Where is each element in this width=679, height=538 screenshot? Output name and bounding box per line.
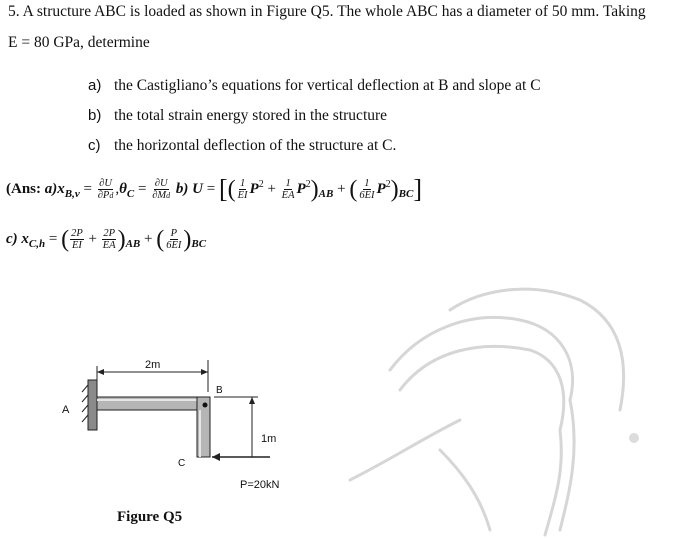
answer-sq-3: 2	[385, 178, 391, 190]
label-c: C	[178, 458, 186, 469]
question-line-1: 5. A structure ABC is loaded as shown in Figure Q5. The whole ABC has a diameter of 50 mm. Taking	[8, 3, 646, 20]
paren-close-4: )	[183, 226, 192, 253]
wall-support	[88, 380, 97, 430]
dim-arrow-right	[201, 369, 208, 375]
answer-plus-3: +	[84, 230, 101, 247]
answer-sub-AB-2: AB	[125, 237, 141, 250]
answer-eq-4: =	[45, 230, 62, 247]
answer-c-sub: C	[126, 187, 135, 200]
answer-c-label: c)	[6, 230, 22, 247]
answer-theta: θ	[119, 180, 127, 197]
answer-sub-BC-2: BC	[191, 237, 207, 250]
sketch-stroke-3	[350, 420, 460, 480]
label-a: A	[62, 404, 70, 416]
answer-prefix: (Ans:	[6, 180, 45, 197]
member-ab	[97, 397, 209, 410]
answer-P-3: P	[376, 180, 386, 197]
frac-P-6EI: $\frac{P}{6EI}$	[166, 228, 182, 251]
wall-hatch-4	[82, 415, 88, 422]
part-c-text: the horizontal deflection of the structure at C.	[114, 137, 397, 154]
frac-2P-EI: $\frac{2P}{EI}$	[71, 228, 83, 251]
dim-right-label: 1m	[261, 433, 277, 445]
answer-x-2: x	[21, 230, 29, 247]
paren-open-1: (	[227, 176, 236, 203]
paren-open-3: (	[61, 226, 70, 253]
part-b-text: the total strain energy stored in the structure	[114, 107, 388, 124]
answer-bv-sub: B,v	[64, 187, 80, 200]
wall-hatch-3	[82, 405, 88, 412]
answer-eq: =	[79, 180, 96, 197]
answer-a-label: a)	[44, 180, 58, 197]
frac-2P-EA: $\frac{2P}{EA}$	[102, 228, 116, 251]
wall-hatch-1	[82, 385, 88, 392]
sketch-stroke-7	[450, 289, 624, 410]
answer-sub-AB-1: AB	[318, 187, 334, 200]
dim-top-label: 2m	[145, 359, 161, 371]
part-a-text: the Castigliano’s equations for vertical deflection at B and slope at C	[114, 77, 541, 94]
load-label: P=20kN	[240, 479, 280, 491]
sketch-stroke-6	[440, 450, 490, 530]
sketch-dot	[629, 433, 639, 443]
part-b-label: b)	[88, 107, 102, 124]
paren-open-2: (	[349, 176, 358, 203]
answer-P-1: P	[249, 180, 259, 197]
answer-ch-sub: C,h	[28, 237, 46, 250]
answer-plus-2: +	[333, 180, 350, 197]
sketch-stroke-2	[400, 346, 564, 430]
part-a-label: a)	[88, 77, 102, 94]
figure-caption: Figure Q5	[117, 509, 183, 525]
answer-P-2: P	[296, 180, 306, 197]
wall-hatch-2	[82, 395, 88, 402]
answer-U: U	[192, 180, 203, 197]
label-b: B	[216, 385, 223, 396]
bracket-open: [	[218, 174, 228, 204]
paren-close-2: )	[390, 176, 399, 203]
bracket-close: ]	[413, 174, 423, 204]
load-arrow-head	[212, 453, 220, 461]
sketch-stroke-5	[545, 430, 561, 535]
dim-arrow-up	[249, 397, 255, 404]
answer-eq-2: =	[134, 180, 151, 197]
answer-sub-BC-1: BC	[398, 187, 414, 200]
frac-1-EA: $\frac{1}{EA}$	[281, 178, 295, 201]
answer-b-label: b)	[175, 180, 193, 197]
answer-plus-4: +	[140, 230, 157, 247]
background-sketch-watermark	[330, 250, 679, 538]
answer-comma: ,	[115, 180, 120, 197]
dim-arrow-left	[97, 369, 104, 375]
answer-sq-2: 2	[305, 178, 311, 190]
paren-open-4: (	[156, 226, 165, 253]
answer-plus-1: +	[263, 180, 280, 197]
frac-1-6EI: $\frac{1}{6EI}$	[359, 178, 375, 201]
answer-sq-1: 2	[258, 178, 264, 190]
part-c-label: c)	[88, 137, 101, 154]
frac-dU-dPd: $\frac{\partial U}{\partial Pd}$	[97, 178, 114, 201]
frac-1-EI: $\frac{1}{EI}$	[237, 178, 248, 201]
paren-close-1: )	[310, 176, 319, 203]
paren-close-3: )	[117, 226, 126, 253]
question-line-2: E = 80 GPa, determine	[8, 34, 150, 51]
frac-dU-dMd: $\frac{\partial U}{\partial Md}$	[152, 178, 171, 201]
answer-eq-3: =	[202, 180, 219, 197]
answer-x: x	[57, 180, 65, 197]
joint-b	[203, 403, 208, 408]
